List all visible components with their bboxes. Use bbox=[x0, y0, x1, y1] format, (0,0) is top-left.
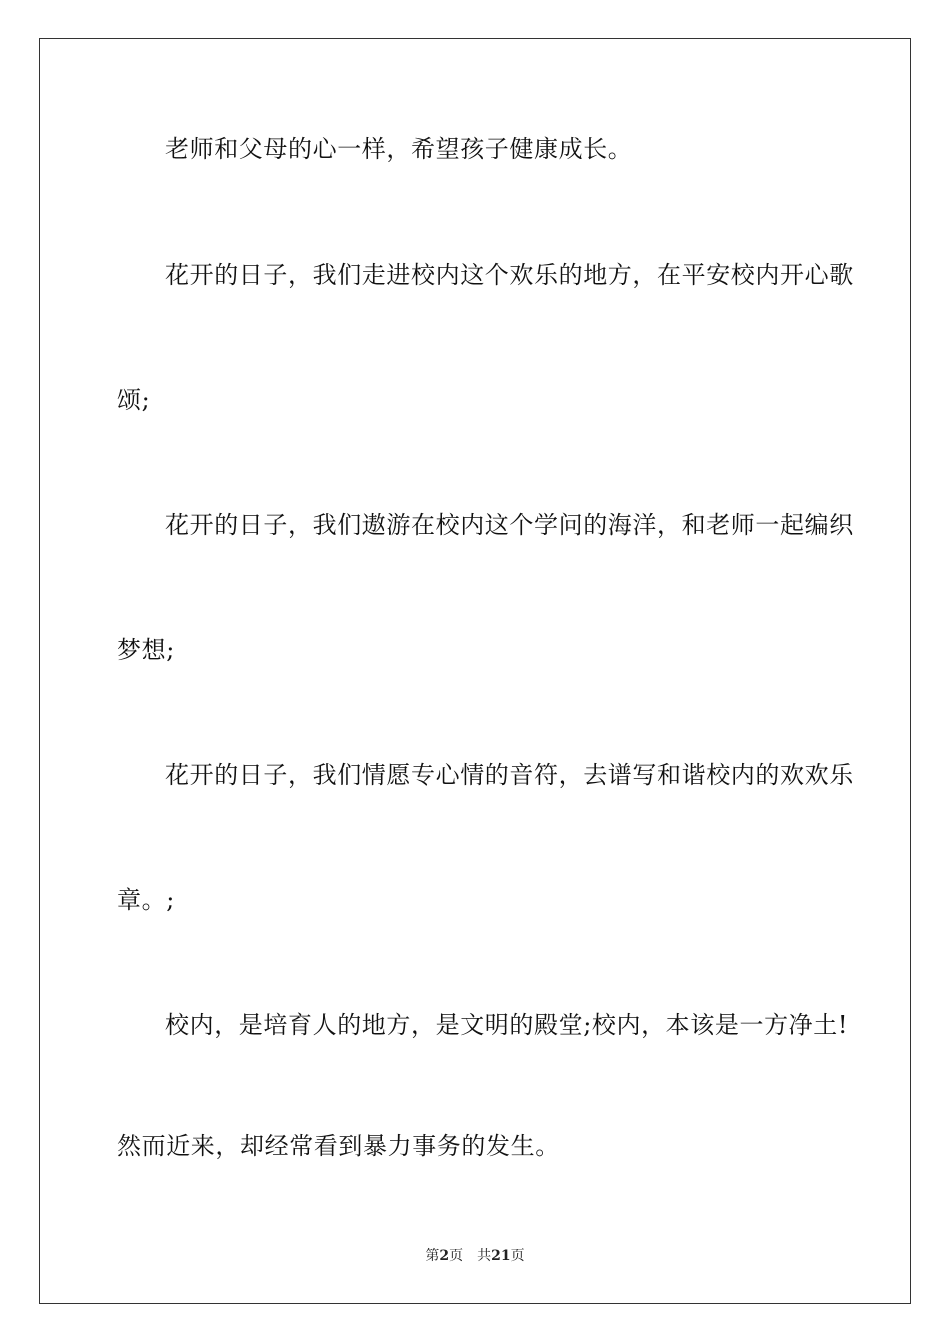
paragraph-line-4: 花开的日子，我们遨游在校内这个学问的海洋，和老师一起编织 bbox=[165, 511, 854, 539]
footer-page-suffix: 页 bbox=[449, 1248, 464, 1264]
paragraph-line-7: 章。; bbox=[117, 886, 175, 914]
paragraph-line-8: 校内，是培育人的地方，是文明的殿堂;校内，本该是一方净土! bbox=[165, 1011, 849, 1039]
paragraph-line-9: 然而近来，却经常看到暴力事务的发生。 bbox=[117, 1132, 560, 1160]
paragraph-line-1: 老师和父母的心一样，希望孩子健康成长。 bbox=[165, 135, 633, 163]
footer-total-pages: 21 bbox=[491, 1248, 511, 1264]
footer-total-prefix: 共 bbox=[477, 1248, 492, 1264]
paragraph-line-5: 梦想; bbox=[117, 636, 175, 664]
page-border bbox=[39, 38, 911, 1304]
paragraph-line-6: 花开的日子，我们情愿专心情的音符，去谱写和谐校内的欢欢乐 bbox=[165, 761, 854, 789]
paragraph-line-2: 花开的日子，我们走进校内这个欢乐的地方，在平安校内开心歌 bbox=[165, 261, 854, 289]
footer-page-prefix: 第 bbox=[425, 1248, 440, 1264]
footer-page-number: 2 bbox=[439, 1248, 450, 1264]
paragraph-line-3: 颂; bbox=[117, 386, 151, 414]
page-footer bbox=[0, 1246, 950, 1266]
footer-total-suffix: 页 bbox=[510, 1248, 525, 1264]
